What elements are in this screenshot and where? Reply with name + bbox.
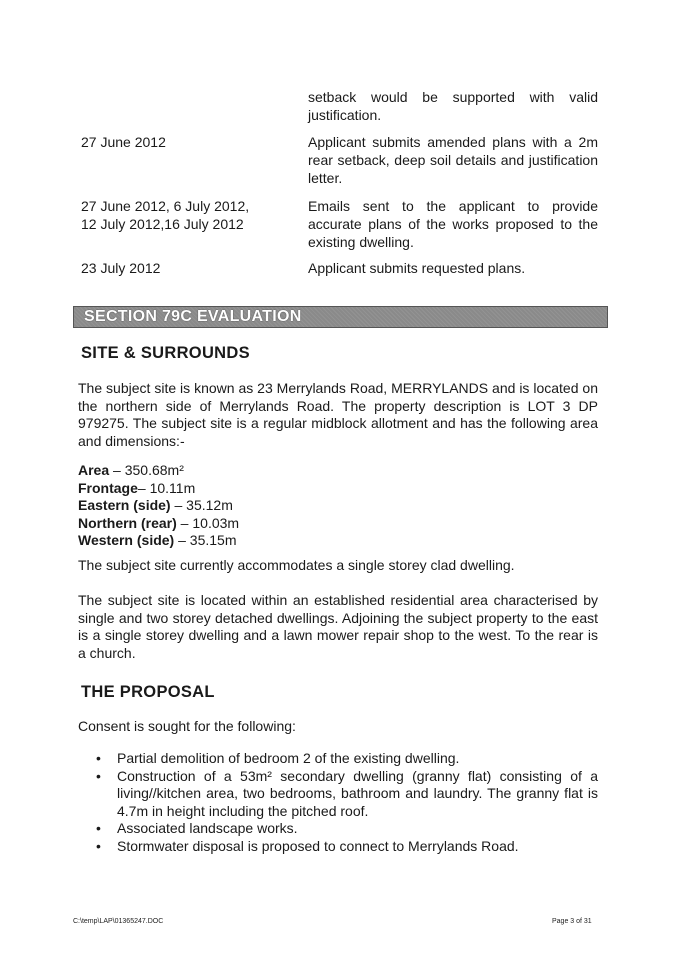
list-item: • Associated landscape works.: [96, 820, 298, 836]
dimension-item: Northern (rear) – 10.03m: [78, 514, 240, 531]
section-banner: [73, 306, 608, 328]
dimension-item: Area – 350.68m²: [78, 462, 184, 478]
footer-file-path: C:\temp\LAP\01365247.DOC: [73, 918, 164, 925]
site-context: The subject site is located within an established residential area characterised by single and two storey detached dwellings. Adjoining the subject property to the east is a single storey dwelling and a lawn mower repair shop to the west. To the rear is a church.: [78, 592, 598, 661]
dimension-item: Frontage– 10.11m: [78, 479, 196, 496]
bullet-icon: •: [96, 820, 101, 836]
site-heading: SITE & SURROUNDS: [81, 344, 250, 362]
timeline-event: Emails sent to the applicant to provide accurate plans of the works proposed to the existing dwelling.: [308, 198, 598, 250]
site-intro: The subject site is known as 23 Merrylands Road, MERRYLANDS and is located on the northern side of Merrylands Road. The property description is LOT 3 DP 979275. The subject site is a regular midblock allotment and has the following area and dimensions:-: [78, 380, 598, 449]
list-item: • Partial demolition of bedroom 2 of the existing dwelling.: [96, 750, 460, 766]
bullet-icon: •: [96, 767, 101, 784]
dimension-item: Western (side) – 35.15m: [78, 532, 237, 548]
timeline-date: 27 June 2012, 6 July 2012, 12 July 2012,16 July 2012: [81, 198, 250, 232]
timeline-date: 23 July 2012: [81, 260, 161, 276]
timeline-event: Applicant submits amended plans with a 2m rear setback, deep soil details and justification letter.: [308, 134, 598, 186]
proposal-heading: THE PROPOSAL: [81, 683, 215, 701]
bullet-icon: •: [96, 837, 101, 854]
proposal-intro: Consent is sought for the following:: [78, 718, 296, 734]
list-item: • Stormwater disposal is proposed to connect to Merrylands Road.: [96, 837, 519, 854]
proposal-list: [96, 750, 598, 855]
footer-page-number: Page 3 of 31: [552, 918, 592, 925]
site-accommodates: The subject site currently accommodates a single storey clad dwelling.: [78, 557, 515, 573]
bullet-icon: •: [96, 750, 101, 766]
timeline-date: 27 June 2012: [81, 134, 166, 150]
section-banner-title: SECTION 79C EVALUATION: [84, 308, 302, 325]
timeline-event: Applicant submits requested plans.: [308, 260, 526, 276]
dimensions-list: [78, 462, 239, 550]
timeline-event: setback would be supported with valid justification.: [308, 89, 598, 123]
list-item: • Construction of a 53m² secondary dwelling (granny flat) consisting of a living//kitchen area, two bedrooms, bathroom and laundry. The granny flat is 4.7m in height including the pitched roof.: [96, 767, 598, 819]
dimension-item: Eastern (side) – 35.12m: [78, 497, 233, 513]
